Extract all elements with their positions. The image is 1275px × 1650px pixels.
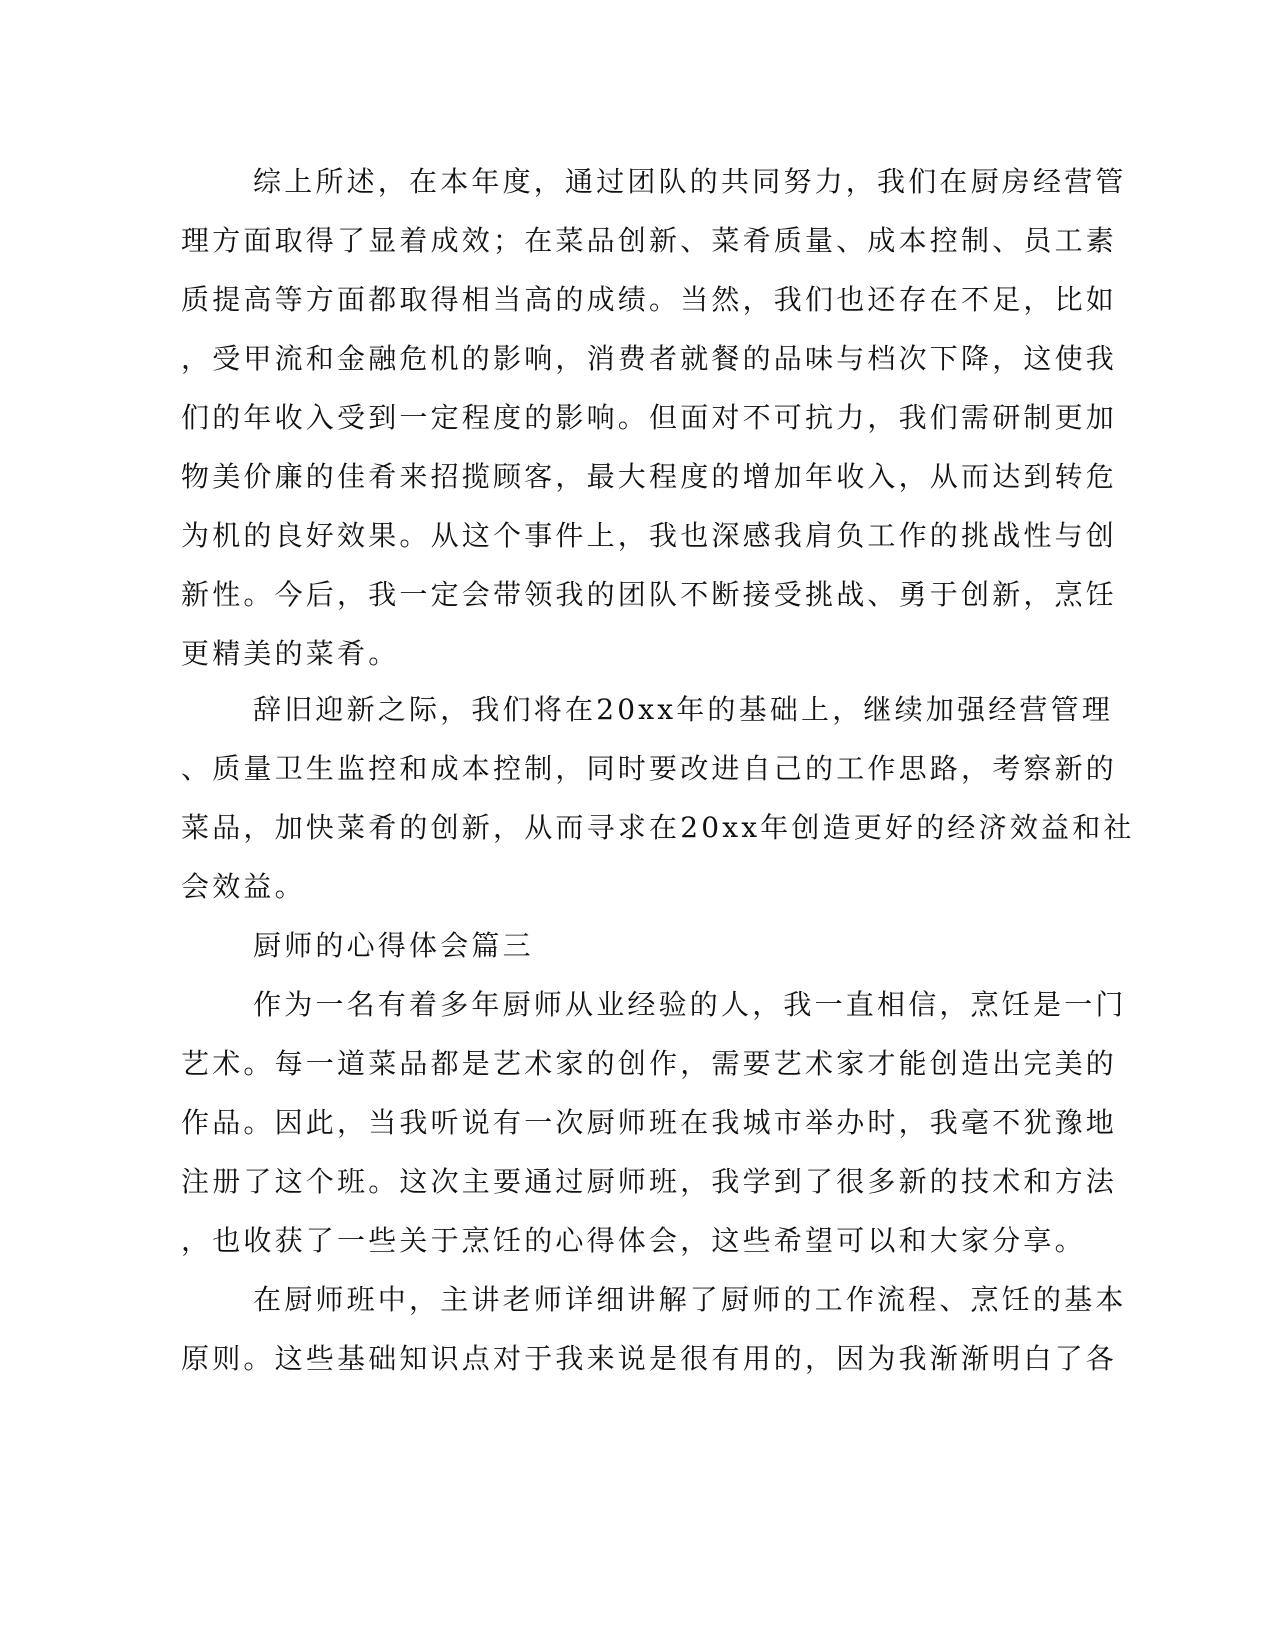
text-line: 为机的良好效果。从这个事件上，我也深感我肩负工作的挑战性与创: [181, 519, 1118, 552]
text-line: 理方面取得了显着成效；在菜品创新、菜肴质量、成本控制、员工素: [181, 224, 1118, 257]
text-line: ，受甲流和金融危机的影响，消费者就餐的品味与档次下降，这使我: [181, 342, 1118, 375]
text-line: 菜品，加快菜肴的创新，从而寻求在20xx年创造更好的经济效益和社: [181, 811, 1135, 844]
text-line: 物美价廉的佳肴来招揽顾客，最大程度的增加年收入，从而达到转危: [181, 460, 1118, 493]
text-line: 、质量卫生监控和成本控制，同时要改进自己的工作思路，考察新的: [181, 752, 1118, 785]
text-line: 新性。今后，我一定会带领我的团队不断接受挑战、勇于创新，烹饪: [181, 578, 1118, 611]
text-line: 们的年收入受到一定程度的影响。但面对不可抗力，我们需研制更加: [181, 401, 1118, 434]
text-line: 在厨师班中，主讲老师详细讲解了厨师的工作流程、烹饪的基本: [253, 1283, 1127, 1316]
text-line: 作品。因此，当我听说有一次厨师班在我城市举办时，我毫不犹豫地: [181, 1106, 1118, 1139]
text-line: 更精美的菜肴。: [181, 637, 400, 670]
text-line: 辞旧迎新之际，我们将在20xx年的基础上，继续加强经营管理: [253, 693, 1114, 726]
text-line: 会效益。: [181, 870, 306, 903]
section-title: 厨师的心得体会篇三: [253, 929, 534, 962]
text-line: 原则。这些基础知识点对于我来说是很有用的，因为我渐渐明白了各: [181, 1342, 1118, 1375]
text-line: 注册了这个班。这次主要通过厨师班，我学到了很多新的技术和方法: [181, 1165, 1118, 1198]
text-line: 艺术。每一道菜品都是艺术家的创作，需要艺术家才能创造出完美的: [181, 1047, 1118, 1080]
text-line: 质提高等方面都取得相当高的成绩。当然，我们也还存在不足，比如: [181, 283, 1118, 316]
text-line: 作为一名有着多年厨师从业经验的人，我一直相信，烹饪是一门: [253, 988, 1127, 1021]
text-line: 综上所述，在本年度，通过团队的共同努力，我们在厨房经营管: [253, 165, 1127, 198]
text-line: ，也收获了一些关于烹饪的心得体会，这些希望可以和大家分享。: [181, 1224, 1086, 1257]
